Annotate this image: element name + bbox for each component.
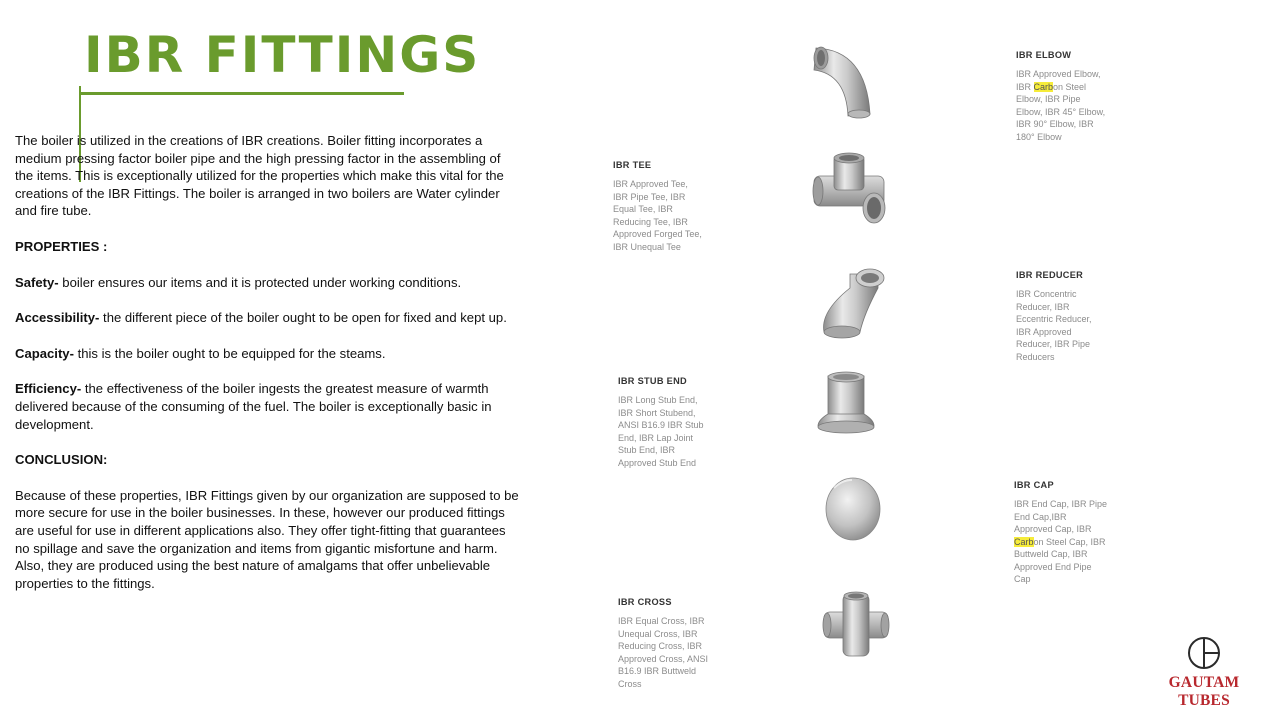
cap-caption-title: IBR CAP xyxy=(1014,480,1054,490)
cross-image xyxy=(820,590,892,660)
cap-caption xyxy=(1014,480,1107,586)
intro-paragraph: The boiler is utilized in the creations of IBR creations. Boiler fitting incorporates a medium pressing factor boiler pipe and the high pressing factor in the assembling of the items. This is exceptionally utilized for the properties which make this vital for the creations of the IBR Fittings. The boiler is arranged in two boilers are Water cylinder and fire tube. xyxy=(15,133,504,219)
description-text xyxy=(15,132,520,610)
tee-caption-text: IBR Approved Tee, IBR Pipe Tee, IBR Equal Tee, IBR Reducing Tee, IBR Approved Forged Tee, IBR Unequal Tee xyxy=(613,179,702,252)
conclusion-heading: CONCLUSION: xyxy=(15,452,108,468)
reducer-image xyxy=(812,262,890,344)
elbow-caption-text: IBR Approved Elbow, IBR Carbon Steel Elbow, IBR Pipe Elbow, IBR 45° Elbow, IBR 90° Elbow, IBR 180° Elbow xyxy=(1016,69,1106,142)
conclusion-paragraph: Because of these properties, IBR Fittings given by our organization are supposed to be more secure for use in the boiler businesses. In these, however our produced fittings are useful for use in different applications also. They offer tight-fitting that guarantees no spillage and save the organization and items from gigantic misfortune and harm. Also, they are produced using the best nature of amalgams that offer unbelievable properties to the fittings. xyxy=(15,487,519,591)
title-underline xyxy=(80,92,404,95)
cross-caption xyxy=(618,597,708,690)
property-safety: Safety- boiler ensures our items and it is protected under working conditions. xyxy=(15,274,462,290)
logo-wordmark: GAUTAM TUBES xyxy=(1168,674,1240,709)
reducer-caption xyxy=(1016,270,1092,363)
properties-heading: PROPERTIES : xyxy=(15,238,108,254)
tee-caption xyxy=(613,160,702,253)
property-efficiency: Efficiency- the effectiveness of the boiler ingests the greatest measure of warmth delivered because of the consuming of the fuel. The boiler is exceptionally basic in development. xyxy=(15,381,492,432)
property-accessibility: Accessibility- the different piece of the boiler ought to be open for fixed and kept up. xyxy=(15,310,507,326)
cap-caption-text: IBR End Cap, IBR Pipe End Cap,IBR Approved Cap, IBR Carbon Steel Cap, IBR Buttweld Cap, IBR Approved End Pipe Cap xyxy=(1014,499,1108,584)
gautam-tubes-logo xyxy=(1142,634,1266,709)
gautam-tubes-logo-icon xyxy=(1187,634,1221,672)
reducer-caption-text: IBR Concentric Reducer, IBR Eccentric Reducer, IBR Approved Reducer, IBR Pipe Reducers xyxy=(1016,289,1092,362)
elbow-caption-title: IBR ELBOW xyxy=(1016,50,1072,60)
elbow-caption xyxy=(1016,50,1105,143)
page-title: IBR FITTINGS xyxy=(84,26,481,84)
cross-caption-title: IBR CROSS xyxy=(618,597,672,607)
tee-caption-title: IBR TEE xyxy=(613,160,652,170)
cap-image xyxy=(822,474,884,544)
property-capacity: Capacity- this is the boiler ought to be equipped for the steams. xyxy=(15,345,386,361)
stub-end-image xyxy=(814,370,878,436)
stub-end-caption-title: IBR STUB END xyxy=(618,376,687,386)
elbow-image xyxy=(806,40,882,120)
cross-caption-text: IBR Equal Cross, IBR Unequal Cross, IBR Reducing Cross, IBR Approved Cross, ANSI B16.9 IBR Buttweld Cross xyxy=(618,616,709,689)
stub-end-caption xyxy=(618,376,704,469)
reducer-caption-title: IBR REDUCER xyxy=(1016,270,1084,280)
tee-image xyxy=(808,150,890,230)
stub-end-caption-text: IBR Long Stub End, IBR Short Stubend, ANSI B16.9 IBR Stub End, IBR Lap Joint Stub End, IBR Approved Stub End xyxy=(618,395,704,468)
